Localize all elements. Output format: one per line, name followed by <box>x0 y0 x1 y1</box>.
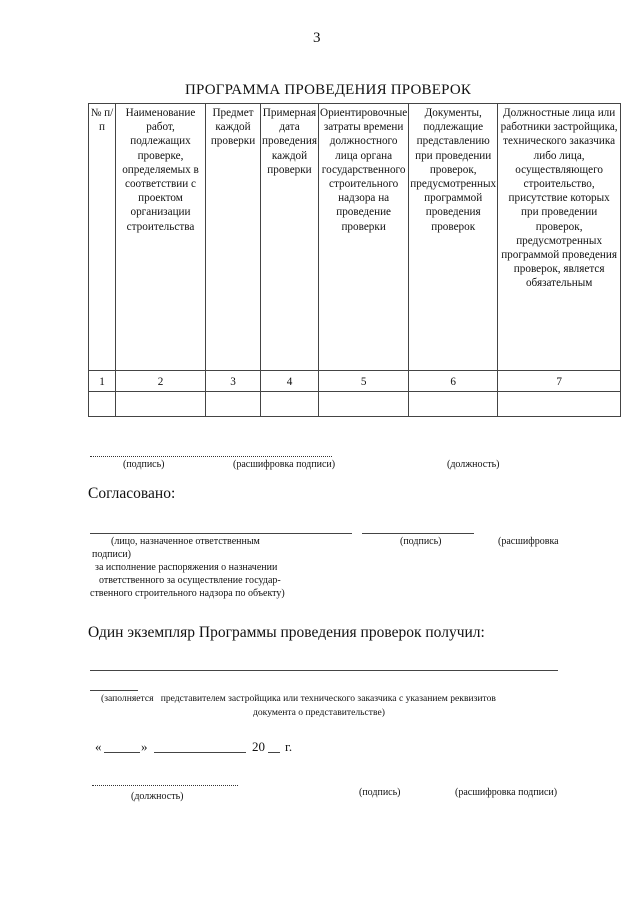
column-number: 7 <box>498 371 621 392</box>
name-decoding-caption: (расшифровка <box>498 536 559 547</box>
table-cell <box>409 392 498 417</box>
position-caption: (должность) <box>447 459 500 470</box>
receipt-caption: документа о представительстве) <box>253 707 385 718</box>
name-decoding-caption: (расшифровка подписи) <box>233 459 336 470</box>
agreed-label: Согласовано: <box>88 485 176 502</box>
column-number: 5 <box>318 371 408 392</box>
table-cell <box>206 392 261 417</box>
name-decoding-caption-cont: подписи) <box>92 549 131 560</box>
responsible-person-caption: (лицо, назначенное ответственным <box>111 536 260 547</box>
table-cell <box>261 392 319 417</box>
column-number: 2 <box>116 371 206 392</box>
order-note: за исполнение распоряжения о назначении <box>95 562 278 573</box>
date-day-line <box>104 752 140 753</box>
signature-caption: (подпись) <box>400 536 442 547</box>
signature-line <box>90 456 332 457</box>
table-header-cell: № п/п <box>89 104 116 371</box>
receipt-caption: (заполняется представителем застройщика или технического заказчика с указанием реквизитов <box>101 693 496 704</box>
page-number: 3 <box>313 30 321 46</box>
inspection-program-table <box>88 103 621 417</box>
column-number: 3 <box>206 371 261 392</box>
signature-line <box>362 533 474 534</box>
table-cell <box>318 392 408 417</box>
order-note: ответственного за осуществление государ- <box>99 575 281 586</box>
table-cell <box>498 392 621 417</box>
document-title: ПРОГРАММА ПРОВЕДЕНИЯ ПРОВЕРОК <box>185 82 472 98</box>
date-open-quote: « <box>95 739 102 754</box>
column-number: 6 <box>409 371 498 392</box>
table-header-cell: Документы, подлежащие представлению при проведении проверок, предусмотренных программой проведения проверок <box>409 104 498 371</box>
column-number: 4 <box>261 371 319 392</box>
receipt-label: Один экземпляр Программы проведения проверок получил: <box>88 624 485 641</box>
table-header-cell: Ориентировочные затраты времени должностного лица органа государственного строительного надзора на проведение проверки <box>318 104 408 371</box>
table-header-cell: Наименование работ, подлежащих проверке, определяемых в соответствии с проектом организации строительства <box>116 104 206 371</box>
table-header-cell: Должностные лица или работники застройщика, технического заказчика либо лица, осуществляющего строительство, присутствие которых при проведении проверок, предусмотренных программой проведения проверок, является обязательным <box>498 104 621 371</box>
signature-line <box>90 533 352 534</box>
date-year-line <box>268 752 280 753</box>
table-header-row <box>89 104 621 371</box>
table-header-cell: Примерная дата проведения каждой проверки <box>261 104 319 371</box>
table-row <box>89 392 621 417</box>
table-header-cell: Предмет каждой проверки <box>206 104 261 371</box>
receipt-line <box>90 670 558 671</box>
date-month-line <box>154 752 246 753</box>
table-cell <box>116 392 206 417</box>
position-caption: (должность) <box>131 791 184 802</box>
date-close-quote: » <box>141 739 148 754</box>
table-cell <box>89 392 116 417</box>
date-year-prefix: 20 <box>252 739 265 754</box>
name-decoding-caption: (расшифровка подписи) <box>455 787 558 798</box>
signature-caption: (подпись) <box>123 459 165 470</box>
signature-line <box>92 785 238 786</box>
signature-caption: (подпись) <box>359 787 401 798</box>
order-note: ственного строительного надзора по объекту) <box>90 588 285 599</box>
receipt-line-short <box>90 690 138 691</box>
date-year-suffix: г. <box>285 739 293 754</box>
column-number: 1 <box>89 371 116 392</box>
table-column-numbers-row <box>89 371 621 392</box>
